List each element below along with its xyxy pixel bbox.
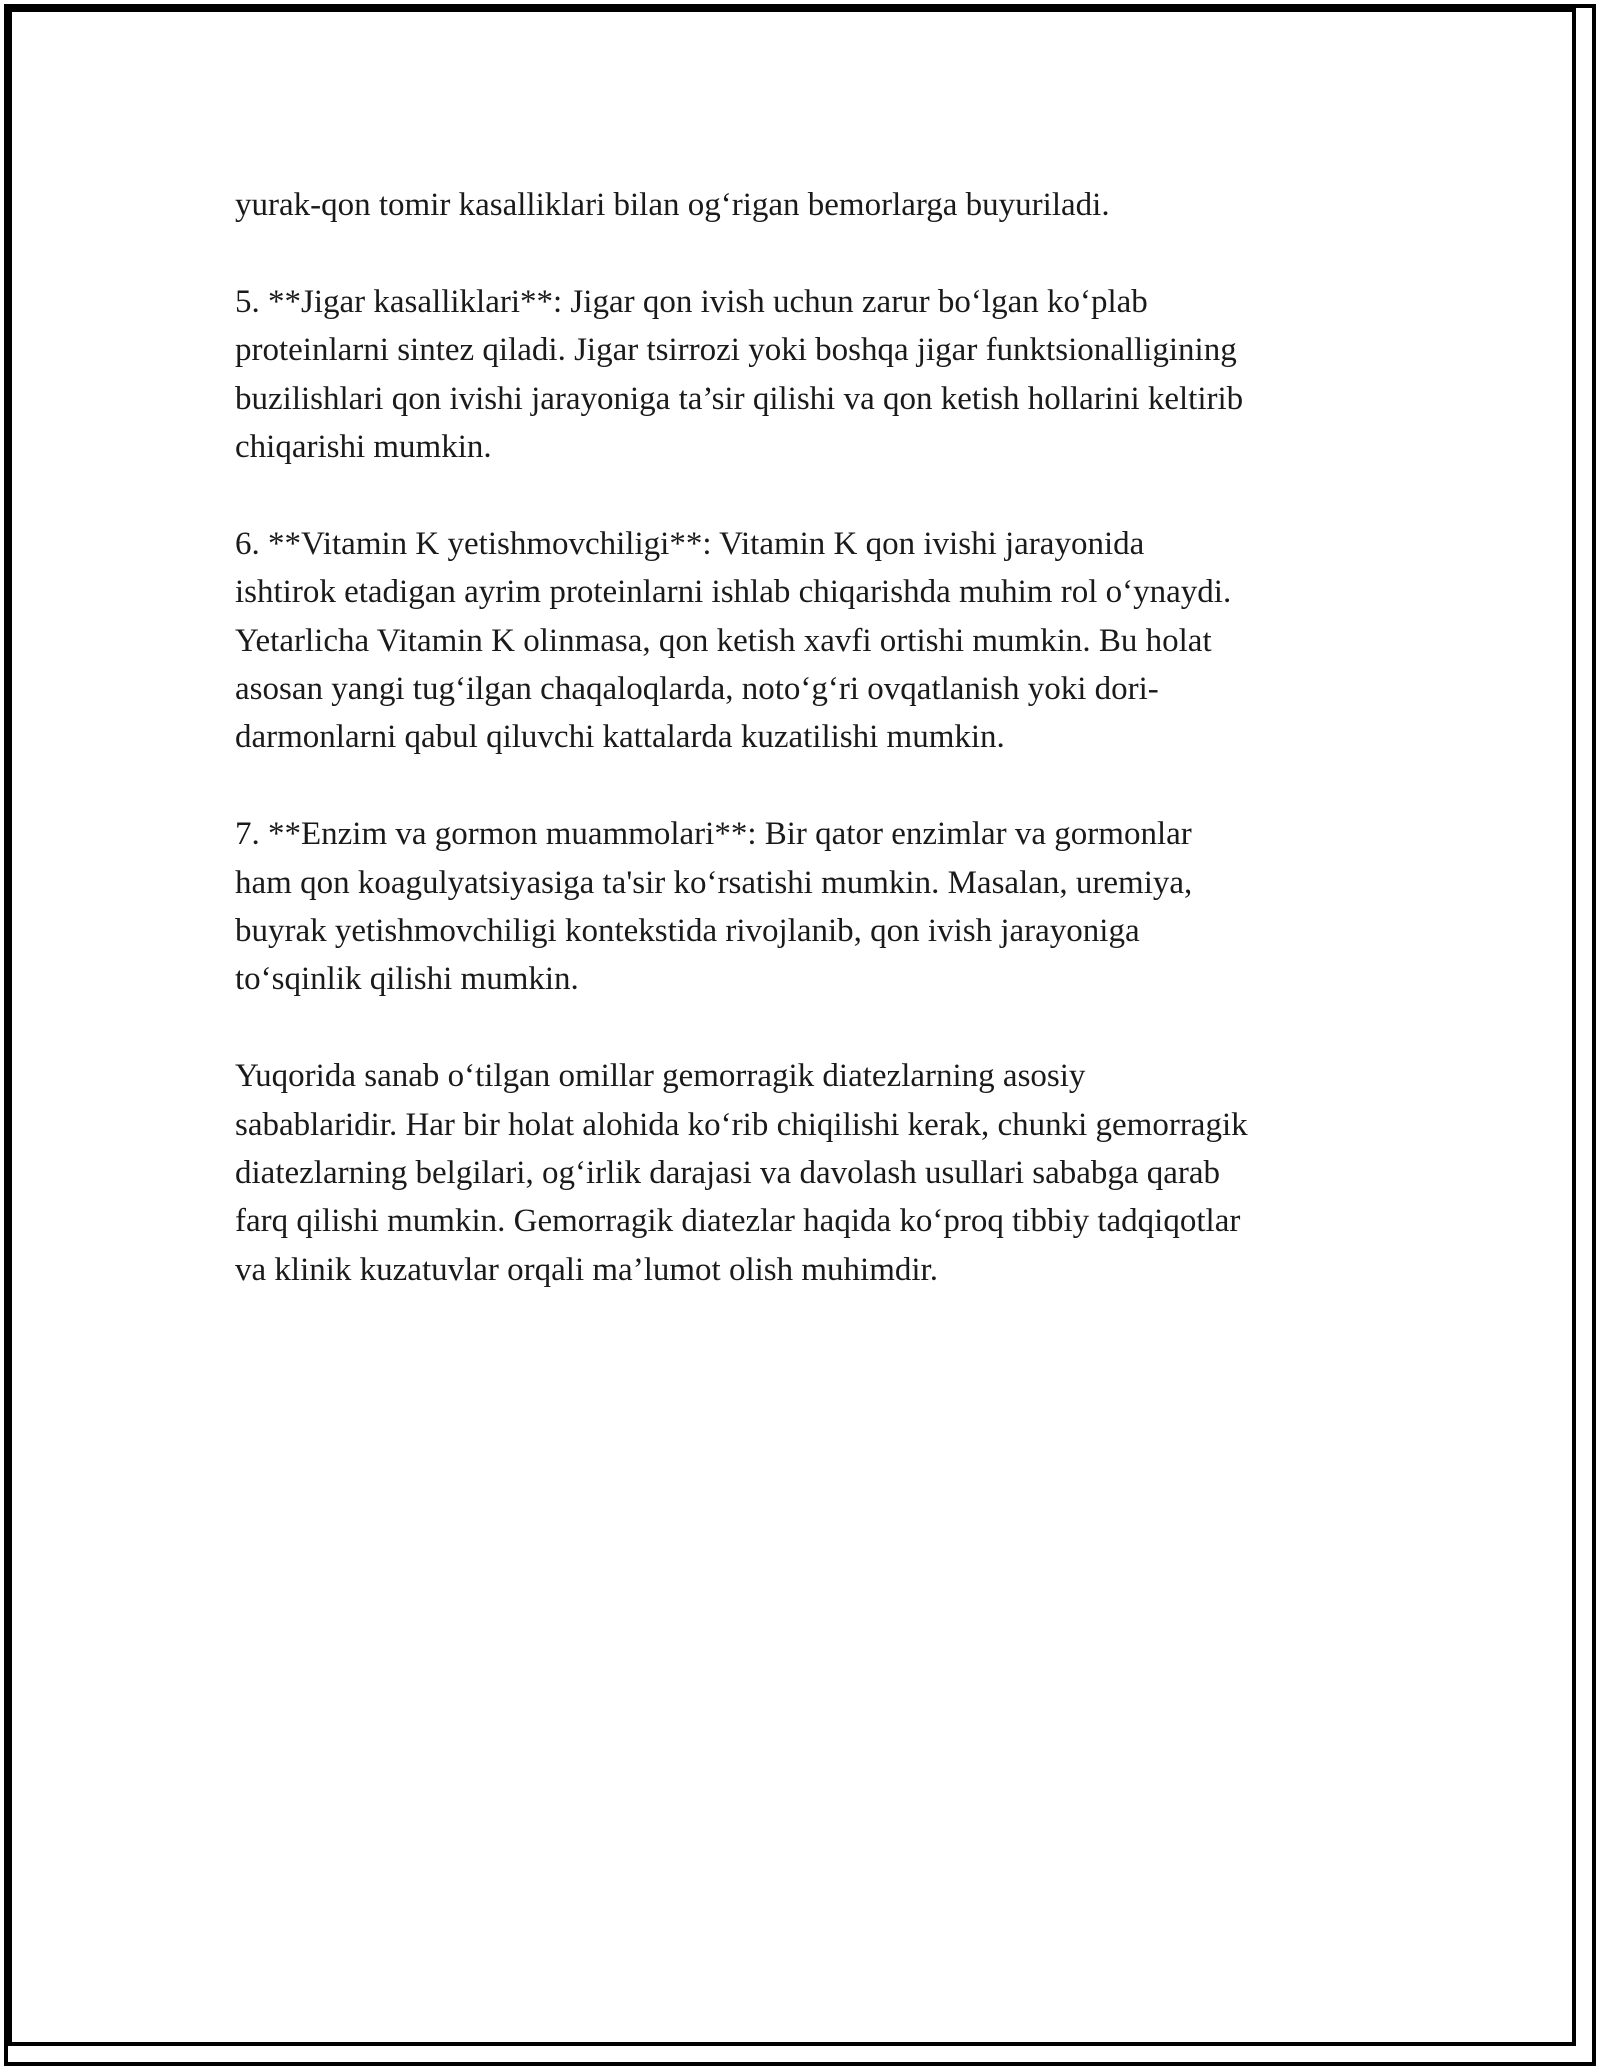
paragraph-intro-continuation: yurak-qon tomir kasalliklari bilan og‘rigan bemorlarga buyuriladi.	[235, 187, 1110, 223]
paragraph-item-5-liver-diseases: 5. **Jigar kasalliklari**: Jigar qon ivish uchun zarur bo‘lgan ko‘plab proteinlarni sintez qiladi. Jigar tsirrozi yoki boshqa jigar funktsionalligining buzilishlari qon ivishi jarayoniga ta’sir qilishi va qon ketish hollarini keltirib chiqarishi mumkin.	[235, 283, 1244, 466]
paragraph-conclusion: Yuqorida sanab o‘tilgan omillar gemorragik diatezlarning asosiy sabablaridir. Har bir holat alohida ko‘rib chiqilishi kerak, chunki gemorragik diatezlarning belgilari, og‘irlik darajasi va davolash usullari sababga qarab farq qilishi mumkin. Gemorragik diatezlar haqida ko‘proq tibbiy tadqiqotlar va klinik kuzatuvlar orqali ma’lumot olish muhimdir.	[235, 1058, 1248, 1288]
paragraph-item-6-vitamin-k-deficiency: 6. **Vitamin K yetishmovchiligi**: Vitamin K qon ivishi jarayonida ishtirok etadigan ayrim proteinlarni ishlab chiqarishda muhim rol o‘ynaydi. Yetarlicha Vitamin K olinmasa, qon ketish xavfi ortishi mumkin. Bu holat asosan yangi tug‘ilgan chaqaloqlarda, noto‘g‘ri ovqatlanish yoki dori- darmonlarni qabul qiluvchi kattalarda kuzatilishi mumkin.	[235, 525, 1232, 756]
document-body	[235, 181, 1375, 1343]
paragraph-item-7-enzyme-hormone-problems: 7. **Enzim va gormon muammolari**: Bir qator enzimlar va gormonlar ham qon koagulyatsiyasiga ta'sir ko‘rsatishi mumkin. Masalan, uremiya, buyrak yetishmovchiligi kontekstida rivojlanib, qon ivish jarayoniga to‘sqinlik qilishi mumkin.	[235, 816, 1193, 998]
